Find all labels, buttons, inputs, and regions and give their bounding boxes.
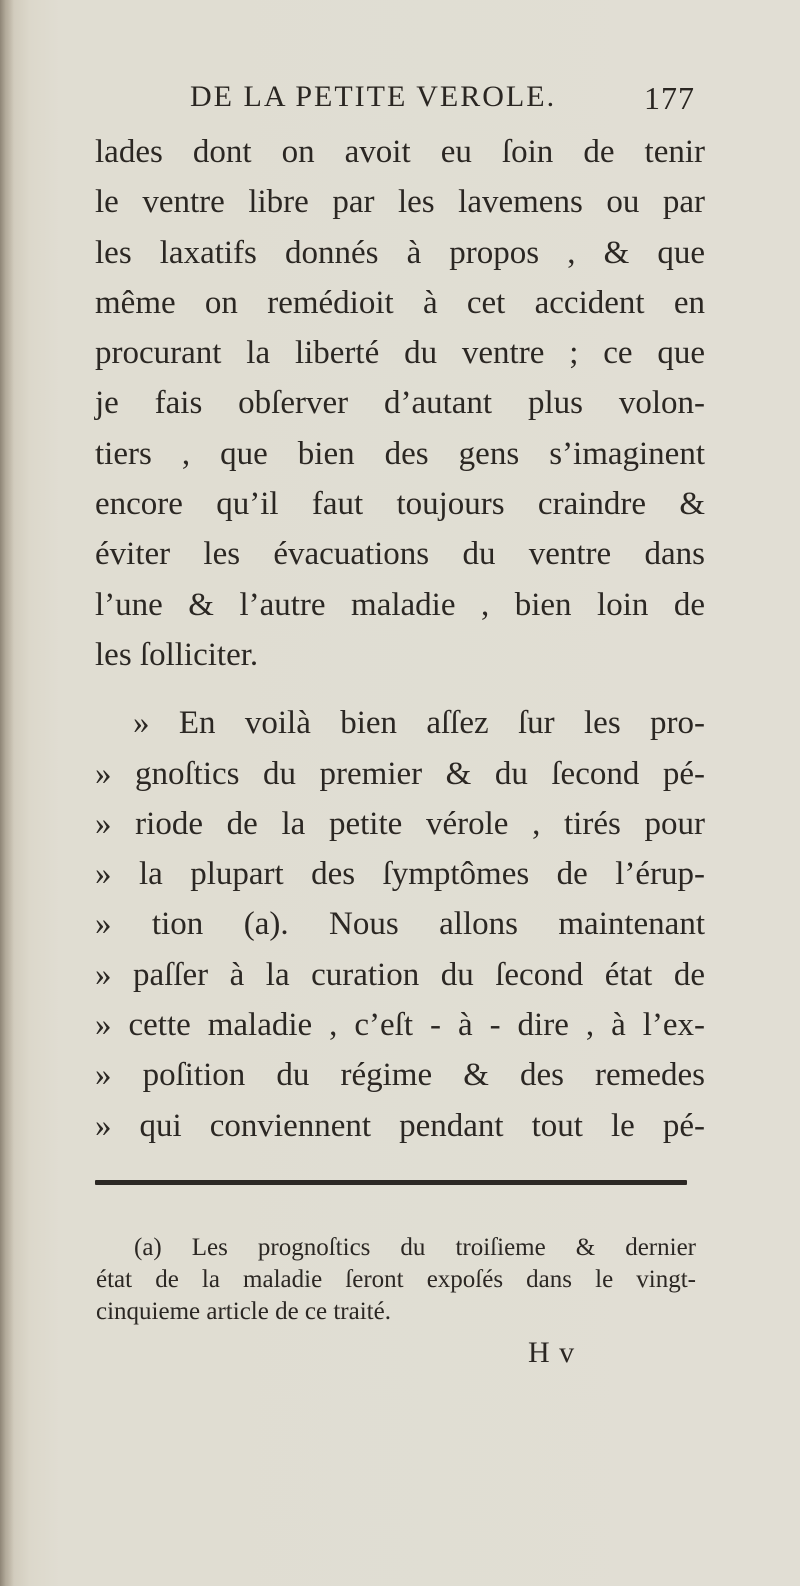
text-line: les ſolliciter. [95,636,259,673]
page-binding-edge [0,0,14,1586]
quoted-line: » qui conviennent pendant tout le pé- [95,1107,705,1144]
paragraph-gap [95,680,705,698]
quoted-line: » riode de la petite vérole , tirés pour [95,805,705,842]
text-line: les laxatifs donnés à propos , & que [95,234,705,271]
footnote-line: état de la maladie ſeront expoſés dans le vingt- [96,1266,696,1293]
text-line: l’une & l’autre maladie , bien loin de [95,586,705,623]
running-head [190,80,695,124]
quoted-line: » En voilà bien aſſez ſur les pro- [133,705,705,742]
footnote-line: cinquieme article de ce traité. [96,1298,391,1325]
text-line: le ventre libre par les lavemens ou par [95,184,705,221]
body-text [95,127,705,1151]
quoted-line: » tion (a). Nous allons maintenant [95,906,705,943]
quoted-line: » paſſer à la curation du ſecond état de [95,956,705,993]
footnote-line: (a) Les prognoſtics du troiſieme & dernier [134,1234,696,1261]
page-number: 177 [644,80,695,116]
quoted-line: » la plupart des ſymptômes de l’érup- [95,856,705,893]
text-line: même on remédioit à cet accident en [95,284,705,321]
running-title: DE LA PETITE VEROLE. [190,80,557,113]
quoted-line: » cette maladie , c’eſt - à - dire , à l’ex- [95,1007,705,1044]
text-line: tiers , que bien des gens s’imaginent [95,435,705,472]
signature-mark: H v [528,1336,576,1369]
text-line: je fais obſerver d’autant plus volon- [95,385,705,422]
text-line: éviter les évacuations du ventre dans [95,536,705,573]
footnote-rule [95,1180,687,1185]
text-line: encore qu’il faut toujours craindre & [95,486,705,523]
quoted-line: » gnoſtics du premier & du ſecond pé- [95,755,705,792]
text-line: lades dont on avoit eu ſoin de tenir [95,134,705,170]
quoted-line: » poſition du régime & des remedes [95,1057,705,1094]
footnote [96,1232,696,1328]
text-line: procurant la liberté du ventre ; ce que [95,335,705,372]
